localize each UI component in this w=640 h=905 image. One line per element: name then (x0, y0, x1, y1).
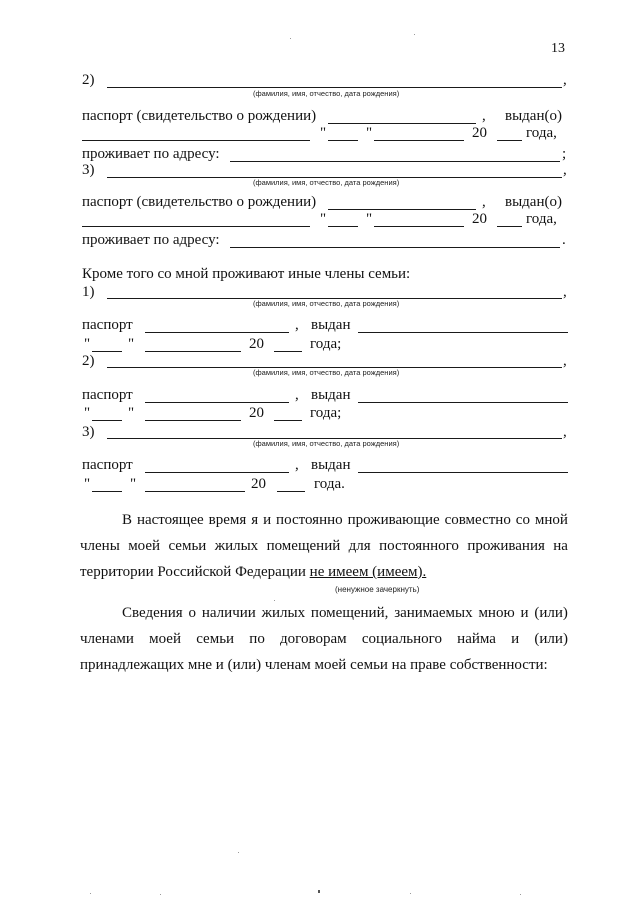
passport-field-line[interactable] (328, 123, 476, 124)
passport-label: паспорт (82, 317, 133, 333)
month-field-line[interactable] (374, 140, 464, 141)
scan-speck (290, 38, 291, 39)
quote-mark: " (84, 405, 91, 421)
issued-label: выдан(о) (505, 108, 562, 124)
housing-paragraph-line-2: члены моей семьи жилых помещений для постоянного проживания на (80, 538, 568, 554)
line-end: . (562, 232, 566, 248)
housing-paragraph-line-1: В настоящее время я и постоянно проживающие совместно со мной (122, 512, 568, 528)
month-field-line[interactable] (145, 491, 245, 492)
day-field-line[interactable] (92, 351, 122, 352)
passport-label: паспорт (82, 387, 133, 403)
year-field-line[interactable] (497, 140, 522, 141)
issued-label: выдан (311, 317, 351, 333)
info-paragraph-line-1: Сведения о наличии жилых помещений, занимаемых мною и (или) (122, 605, 568, 621)
section-heading: Кроме того со мной проживают иные члены семьи: (82, 266, 411, 282)
year-prefix: 20 (249, 336, 264, 352)
issued-by-field-line[interactable] (358, 402, 568, 403)
issued-label: выдан (311, 457, 351, 473)
passport-label: паспорт (свидетельство о рождении) (82, 108, 317, 124)
month-field-line[interactable] (374, 226, 464, 227)
year-word: года. (314, 476, 345, 492)
item-number: 3) (82, 424, 95, 440)
page-number: 13 (551, 41, 565, 56)
scan-speck (274, 600, 275, 601)
info-paragraph-line-3: принадлежащих мне и (или) членам моей семьи на праве собственности: (80, 657, 548, 673)
address-label: проживает по адресу: (82, 146, 220, 162)
passport-field-line[interactable] (145, 402, 289, 403)
quote-mark: " (128, 405, 135, 421)
day-field-line[interactable] (92, 420, 122, 421)
issued-by-field-line[interactable] (358, 472, 568, 473)
quote-mark: " (366, 125, 373, 141)
year-prefix: 20 (472, 211, 487, 227)
scan-speck (238, 852, 239, 853)
year-word: года, (526, 125, 557, 141)
document-page: 13 2) , (фамилия, имя, отчество, дата рождения) паспорт (свидетельство о рождении) , выдан(о) " " 20 года, проживает по адресу: ; 3) , (фамилия, имя, отчество, дата рождения) паспорт (свидетельство о рождении) , выдан(о) " " 20 года, проживает по адресу: . Кроме того со мной проживают иные члены семьи: 1) , (фамилия, имя, отчество, дата рождения) паспорт , выдан " " 20 года; 2) , (фамилия, имя, отчество, дата рождения) паспорт , выдан " " 20 года; 3) , (фамилия, имя, отчество, дата рождения) паспорт , выдан " " 20 года. В настоящее время я и постоянно проживающие совместно со мной члены моей семьи жилых помещений для постоянного проживания на территории Российской Федерации не имеем (имеем). (ненужное зачеркнуть) Сведения о наличии жилых помещений, занимаемых мною и (или) членами моей семьи по договорам социального найма и (или) принадлежащих мне и (или) членам моей семьи на праве собственности: (0, 0, 640, 905)
year-word: года, (526, 211, 557, 227)
month-field-line[interactable] (145, 420, 241, 421)
month-field-line[interactable] (145, 351, 241, 352)
passport-field-line[interactable] (145, 472, 289, 473)
status-choice: не имеем (имеем). (309, 564, 427, 580)
item-number: 3) (82, 162, 95, 178)
scan-speck (410, 893, 411, 894)
item-number: 2) (82, 72, 95, 88)
day-field-line[interactable] (328, 226, 358, 227)
issued-label: выдан(о) (505, 194, 562, 210)
address-label: проживает по адресу: (82, 232, 220, 248)
issued-label: выдан (311, 387, 351, 403)
year-word: года; (310, 336, 342, 352)
name-field-line[interactable] (107, 87, 562, 88)
issued-by-field-line[interactable] (82, 226, 310, 227)
passport-label: паспорт (свидетельство о рождении) (82, 194, 317, 210)
field-note: (фамилия, имя, отчество, дата рождения) (253, 178, 400, 187)
year-field-line[interactable] (274, 420, 302, 421)
strike-note: (ненужное зачеркнуть) (335, 585, 420, 594)
quote-mark: " (84, 336, 91, 352)
address-field-line[interactable] (230, 161, 560, 162)
year-field-line[interactable] (274, 351, 302, 352)
scan-speck (160, 894, 161, 895)
issued-by-field-line[interactable] (358, 332, 568, 333)
info-paragraph-line-2: членами моей семьи по договорам социального найма и (или) (80, 631, 568, 647)
year-word: года; (310, 405, 342, 421)
scan-speck (90, 893, 91, 894)
quote-mark: " (320, 211, 327, 227)
item-number: 1) (82, 284, 95, 300)
year-field-line[interactable] (497, 226, 522, 227)
quote-mark: " (130, 476, 137, 492)
year-prefix: 20 (251, 476, 266, 492)
year-field-line[interactable] (277, 491, 305, 492)
passport-field-line[interactable] (145, 332, 289, 333)
address-field-line[interactable] (230, 247, 560, 248)
passport-label: паспорт (82, 457, 133, 473)
field-note: (фамилия, имя, отчество, дата рождения) (253, 439, 400, 448)
year-prefix: 20 (472, 125, 487, 141)
scan-speck (414, 34, 415, 35)
field-note: (фамилия, имя, отчество, дата рождения) (253, 89, 400, 98)
scan-speck (520, 894, 521, 895)
day-field-line[interactable] (328, 140, 358, 141)
line-end: ; (562, 146, 567, 162)
field-note: (фамилия, имя, отчество, дата рождения) (253, 368, 400, 377)
quote-mark: " (366, 211, 373, 227)
quote-mark: " (84, 476, 91, 492)
field-note: (фамилия, имя, отчество, дата рождения) (253, 299, 400, 308)
issued-by-field-line[interactable] (82, 140, 310, 141)
item-number: 2) (82, 353, 95, 369)
passport-field-line[interactable] (328, 209, 476, 210)
day-field-line[interactable] (92, 491, 122, 492)
year-prefix: 20 (249, 405, 264, 421)
quote-mark: " (128, 336, 135, 352)
scan-speck (318, 890, 320, 893)
quote-mark: " (320, 125, 327, 141)
housing-paragraph-line-3: территории Российской Федерации не имеем (имеем). (80, 564, 427, 580)
